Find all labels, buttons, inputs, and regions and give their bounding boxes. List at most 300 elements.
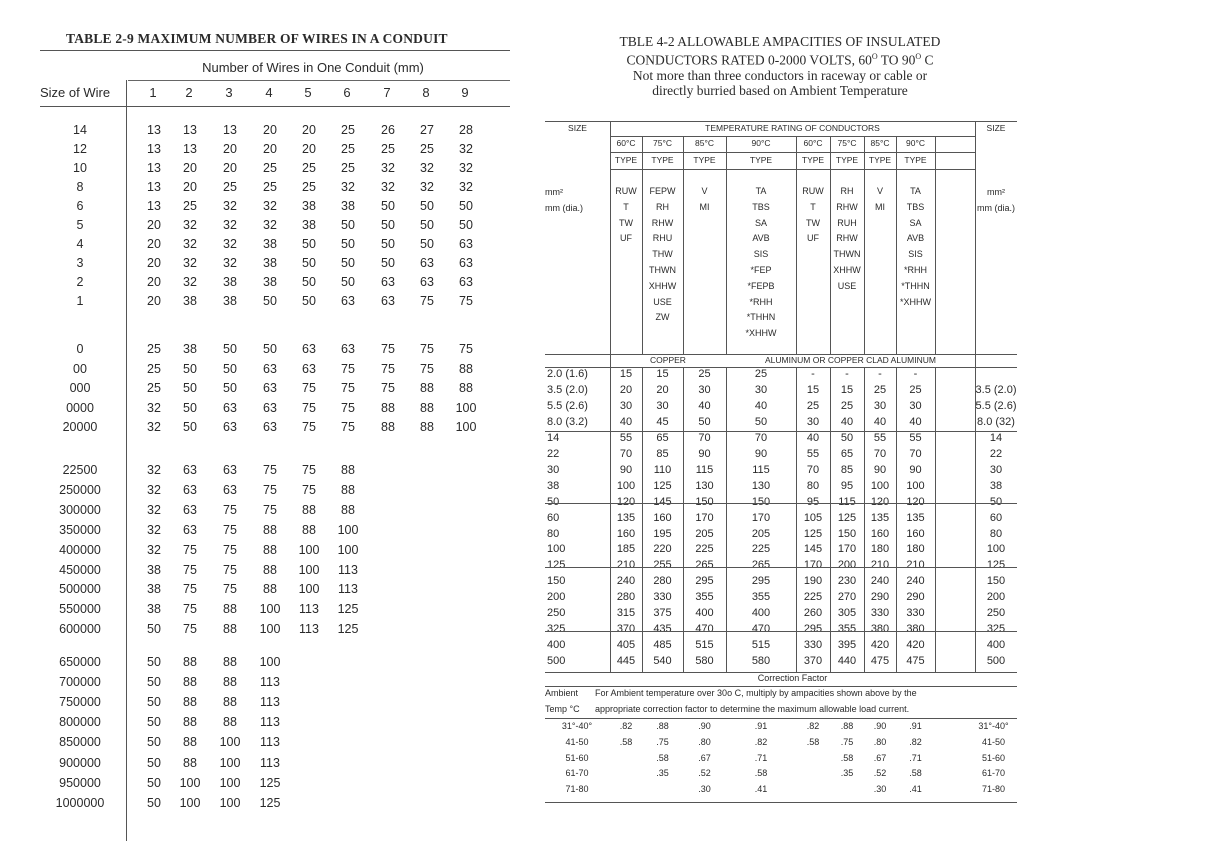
wire-count-cell: 50 <box>147 795 161 810</box>
temperature-header: 75°C <box>653 138 672 148</box>
wire-count-cell: 75 <box>223 562 237 577</box>
correction-factor-cell: .67 <box>698 752 711 763</box>
conductor-size-cell-right: 14 <box>989 431 1003 444</box>
wire-count-cell: 75 <box>302 400 316 415</box>
ambient-range-cell: 51-60 <box>565 752 589 763</box>
wire-count-cell: 50 <box>341 218 355 232</box>
insulation-type: TW <box>619 217 633 228</box>
ampacity-cell: 160 <box>870 527 890 540</box>
ampacity-cell: 295 <box>803 623 823 636</box>
conductor-size-cell-right: 38 <box>989 479 1003 492</box>
wire-count-cell: 100 <box>259 602 281 617</box>
table-4-2-title: TBLE 4-2 ALLOWABLE AMPACITIES OF INSULATED CONDUCTORS RATED 0-2000 VOLTS, $60^O$ TO $90^O$ C <box>619 34 941 68</box>
wire-count-cell: 32 <box>459 161 473 175</box>
wire-count-cell: 32 <box>147 482 161 497</box>
wire-count-cell: 50 <box>263 294 277 308</box>
wire-count-cell: 32 <box>183 256 197 270</box>
ampacity-cell: 135 <box>906 511 925 524</box>
ampacity-cell: 400 <box>751 607 771 620</box>
wire-count-cell: 38 <box>183 342 197 356</box>
ampacity-cell: 190 <box>803 575 823 588</box>
ampacity-cell: 420 <box>906 639 925 652</box>
type-header: TYPE <box>835 155 859 165</box>
ampacity-cell: 295 <box>751 575 771 588</box>
wire-count-cell: 32 <box>147 542 161 557</box>
header-bottom-rule <box>40 106 510 107</box>
wire-count-cell: 75 <box>183 542 197 557</box>
conductor-size-cell-right: 250 <box>986 607 1006 620</box>
wire-count-cell: 75 <box>263 502 277 517</box>
ampacity-cell: 115 <box>752 463 770 476</box>
wire-count-cell: 28 <box>459 123 473 137</box>
wire-count-cell: 125 <box>259 775 281 790</box>
ampacity-cell: 195 <box>653 527 672 540</box>
wire-count-cell: 88 <box>183 755 197 770</box>
wire-count-cell: 20 <box>223 161 237 175</box>
wire-count-cell: 113 <box>299 602 319 617</box>
grid-line <box>864 136 865 354</box>
ampacity-cell: 240 <box>616 575 636 588</box>
wire-count-cell: 100 <box>219 795 241 810</box>
grid-line <box>830 367 831 672</box>
ampacity-cell: 55 <box>806 447 820 460</box>
wire-size-cell: 300000 <box>59 502 101 517</box>
ampacity-cell: 240 <box>906 575 925 588</box>
insulation-type: *XHHW <box>900 296 931 307</box>
insulation-type: THWN <box>833 249 861 260</box>
ampacity-cell: 40 <box>754 399 768 412</box>
wire-count-cell: 32 <box>420 161 434 175</box>
insulation-type: SA <box>754 217 767 228</box>
ampacity-cell: 80 <box>806 479 820 492</box>
ampacity-cell: 120 <box>616 495 636 508</box>
wire-count-cell: 38 <box>183 294 197 308</box>
correction-factor-cell: .80 <box>873 736 887 747</box>
wire-count-cell: 100 <box>179 775 201 790</box>
wire-count-cell: 50 <box>183 400 197 415</box>
wire-count-cell: 88 <box>302 502 316 517</box>
wire-count-cell: 38 <box>147 582 161 597</box>
ampacity-cell: 210 <box>906 559 925 572</box>
ambient-range-cell: 61-70 <box>981 768 1006 779</box>
conductor-size-cell: 8.0 (3.2) <box>547 415 588 428</box>
ampacity-cell: 25 <box>806 399 820 412</box>
correction-label-rule <box>545 686 1017 687</box>
group-rule <box>545 567 1017 568</box>
insulation-type: *FEPB <box>747 280 775 291</box>
size-column-divider <box>126 80 127 841</box>
insulation-type: MI <box>699 201 710 212</box>
wire-count-cell: 20 <box>223 142 237 156</box>
wire-count-cell: 32 <box>459 142 473 156</box>
ampacity-cell: 225 <box>803 591 823 604</box>
insulation-type: TBS <box>906 201 925 212</box>
ampacity-cell: 25 <box>840 399 854 412</box>
grid-line <box>896 367 897 672</box>
wire-count-cell: 20 <box>147 218 161 232</box>
table-2-9-title: TABLE 2-9 MAXIMUM NUMBER OF WIRES IN A CONDUIT <box>66 31 448 46</box>
insulation-type: USE <box>653 296 672 307</box>
wire-count-cell: 50 <box>183 381 197 396</box>
wire-size-cell: 3 <box>76 256 84 270</box>
ampacity-cell: 15 <box>806 383 820 396</box>
wire-count-cell: 75 <box>223 502 237 517</box>
wire-count-cell: 88 <box>223 602 237 617</box>
type-header: TYPE <box>614 155 638 165</box>
ampacity-cell: 110 <box>653 463 672 476</box>
correction-factor-cell: .58 <box>806 736 820 747</box>
ampacity-cell: 100 <box>870 479 890 492</box>
conductor-size-cell-right: 200 <box>986 591 1006 604</box>
correction-factor-cell: .52 <box>698 768 711 779</box>
insulation-type: THWN <box>649 265 676 275</box>
insulation-type: RH <box>656 201 669 212</box>
wire-count-cell: 88 <box>183 735 197 750</box>
column-header-3: 3 <box>225 85 233 100</box>
wire-count-cell: 113 <box>260 735 280 750</box>
ambient-range-cell: 31°-40° <box>978 721 1009 732</box>
insulation-type: *RHH <box>903 265 927 275</box>
grid-line <box>796 136 797 354</box>
ampacity-cell: 70 <box>698 431 711 444</box>
ampacity-cell: 160 <box>906 527 925 540</box>
ampacity-cell: 580 <box>695 655 714 668</box>
ampacity-cell: 395 <box>837 639 857 652</box>
ampacity-cell: 370 <box>616 623 636 636</box>
ampacity-cell: 135 <box>870 511 890 524</box>
wire-count-cell: 88 <box>183 675 197 690</box>
ampacity-cell: 470 <box>695 623 714 636</box>
ampacity-cell: 475 <box>906 655 925 668</box>
wire-count-cell: 88 <box>302 522 316 537</box>
conductor-size-cell-right: 100 <box>986 543 1006 556</box>
insulation-type: *RHH <box>749 296 773 307</box>
conductor-size-cell-right: 30 <box>989 463 1003 476</box>
group-rule <box>545 431 1017 432</box>
ampacity-cell: 40 <box>840 415 854 428</box>
conductor-size-cell-right: 400 <box>986 639 1006 652</box>
temperature-header: 85°C <box>870 138 890 148</box>
insulation-type: *THHN <box>901 280 930 291</box>
ampacity-cell: 230 <box>837 575 857 588</box>
ampacity-cell: 370 <box>803 655 823 668</box>
ampacity-cell: 130 <box>751 479 771 492</box>
correction-factor-cell: .91 <box>754 721 768 732</box>
copper-label: COPPER <box>650 355 686 365</box>
conductor-size-cell: 250 <box>547 607 566 620</box>
type-header: TYPE <box>868 155 892 165</box>
ampacity-cell: 20 <box>619 383 633 396</box>
wire-count-cell: 63 <box>183 522 197 537</box>
wire-count-cell: 38 <box>302 218 316 232</box>
group-rule <box>545 503 1017 504</box>
conductor-size-cell-right: 150 <box>986 575 1006 588</box>
insulation-type: V <box>701 186 708 196</box>
wire-count-cell: 25 <box>341 161 355 175</box>
insulation-type: TW <box>806 217 820 228</box>
wire-count-cell: 25 <box>147 342 161 356</box>
conductor-size-cell: 200 <box>547 591 566 604</box>
wire-count-cell: 63 <box>183 463 197 477</box>
header-top-rule <box>545 121 1017 122</box>
table-2-9 <box>40 28 510 810</box>
ampacity-cell: 240 <box>870 575 890 588</box>
unit-label: mm² <box>987 187 1005 197</box>
grid-line <box>726 367 727 672</box>
ambient-range-cell: 41-50 <box>981 736 1006 747</box>
wire-count-cell: 75 <box>263 482 277 497</box>
wire-size-cell: 2 <box>76 275 84 289</box>
ampacity-cell: 30 <box>806 415 820 428</box>
ampacity-cell: 25 <box>698 368 711 380</box>
wire-size-cell: 550000 <box>59 602 101 617</box>
conductor-size-cell-right: 500 <box>986 655 1006 668</box>
ampacity-cell: 330 <box>803 639 823 652</box>
ampacity-cell: 150 <box>695 495 714 508</box>
column-header-6: 6 <box>343 85 351 100</box>
ampacity-cell: 170 <box>695 511 714 524</box>
ampacity-cell: 185 <box>616 543 636 556</box>
correction-factor-cell: .58 <box>754 768 768 779</box>
wire-count-cell: 38 <box>263 275 277 289</box>
wire-count-cell: 32 <box>223 237 237 251</box>
grid-line <box>896 136 897 354</box>
wire-size-cell: 0000 <box>66 400 94 415</box>
wire-count-cell: 75 <box>183 622 197 637</box>
correction-factor-cell: .75 <box>840 736 854 747</box>
conductor-size-cell: 3.5 (2.0) <box>547 383 588 396</box>
conductor-size-cell-right: 3.5 (2.0) <box>975 383 1017 396</box>
wire-count-cell: 63 <box>381 294 395 308</box>
wire-count-cell: 32 <box>223 256 237 270</box>
conductor-size-cell: 30 <box>547 463 560 476</box>
table-4-2-subtitle: Not more than three conductors in raceway or cable or directly burried based on Ambient Temperature <box>632 67 928 98</box>
wire-count-cell: 63 <box>223 482 237 497</box>
wire-count-cell: 50 <box>381 256 395 270</box>
ampacity-cell: 150 <box>837 527 857 540</box>
wire-count-cell: 32 <box>341 180 355 194</box>
ampacity-cell: 380 <box>870 623 890 636</box>
column-header-9: 9 <box>461 85 469 100</box>
wire-size-cell: 800000 <box>59 715 101 730</box>
wire-count-cell: 75 <box>459 342 473 356</box>
wire-count-cell: 63 <box>223 463 237 477</box>
wire-count-cell: 88 <box>459 381 473 396</box>
wire-count-cell: 100 <box>219 775 241 790</box>
correction-factor-label: Correction Factor <box>757 673 828 684</box>
ampacity-cell: - <box>878 368 882 380</box>
wire-count-cell: 50 <box>302 256 316 270</box>
conductor-size-cell: 150 <box>547 575 566 588</box>
insulation-type: SIS <box>908 249 923 260</box>
wire-count-cell: 38 <box>147 602 161 617</box>
grid-line <box>796 367 797 672</box>
correction-factor-cell: .58 <box>840 752 854 763</box>
ambient-note-rule <box>545 718 1017 719</box>
wire-count-cell: 25 <box>341 123 355 137</box>
wire-count-cell: 27 <box>420 123 434 137</box>
wire-size-cell: 00 <box>73 361 87 376</box>
ambient-note: For Ambient temperature over 30o C, multiply by ampacities shown above by the <box>595 688 917 699</box>
ampacity-cell: 160 <box>616 527 636 540</box>
wire-count-cell: 113 <box>299 622 319 637</box>
ampacity-cell: 85 <box>840 463 854 476</box>
wire-count-cell: 75 <box>341 361 355 376</box>
size-of-wire-header: Size of Wire <box>40 85 111 100</box>
column-header-4: 4 <box>265 85 273 100</box>
wire-count-cell: 63 <box>263 381 277 396</box>
correction-factor-cell: .58 <box>619 736 633 747</box>
aluminum-label: ALUMINUM OR COPPER CLAD ALUMINUM <box>765 355 936 365</box>
wire-count-cell: 63 <box>223 420 237 435</box>
insulation-type: RUH <box>837 217 857 228</box>
grid-line <box>830 136 831 354</box>
ampacity-cell: 30 <box>619 399 633 412</box>
ambient-range-cell: 71-80 <box>565 784 589 795</box>
wire-count-cell: 75 <box>302 420 316 435</box>
conductor-size-cell-right: 5.5 (2.6) <box>975 399 1017 412</box>
ampacity-cell: 355 <box>695 591 714 604</box>
wire-count-cell: 50 <box>302 294 316 308</box>
ampacity-cell: 290 <box>870 591 890 604</box>
ampacity-cell: 65 <box>656 431 669 444</box>
insulation-type: TBS <box>752 201 770 212</box>
span-header-rule <box>128 80 510 81</box>
table-bottom-rule <box>545 802 1017 803</box>
ampacity-cell: 115 <box>838 495 856 508</box>
insulation-type: AVB <box>906 233 925 244</box>
temperature-header: 90°C <box>751 138 771 148</box>
wire-count-cell: 50 <box>147 695 161 710</box>
ampacity-cell: 445 <box>616 655 636 668</box>
ampacity-cell: 65 <box>840 447 854 460</box>
grid-line <box>935 136 936 354</box>
ampacity-cell: 120 <box>906 495 925 508</box>
wire-count-cell: 88 <box>420 381 434 396</box>
wire-count-cell: 75 <box>381 381 395 396</box>
grid-line <box>726 136 727 354</box>
wires-per-conduit-header: Number of Wires in One Conduit (mm) <box>202 60 424 75</box>
correction-factor-cell: .82 <box>909 736 922 747</box>
wire-count-cell: 88 <box>341 463 355 477</box>
temperature-header: 75°C <box>837 138 857 148</box>
conductor-size-cell-right: 80 <box>989 527 1003 540</box>
ampacity-cell: 470 <box>751 623 771 636</box>
ambient-range-cell: 41-50 <box>565 736 589 747</box>
wire-size-cell: 1000000 <box>55 795 105 810</box>
wire-size-cell: 450000 <box>59 562 101 577</box>
wire-count-cell: 63 <box>263 400 277 415</box>
ambient-range-cell: 71-80 <box>981 784 1006 795</box>
wire-count-cell: 20 <box>263 123 277 137</box>
ampacity-cell: 30 <box>909 399 922 412</box>
type-row-rule <box>610 169 975 170</box>
wire-count-cell: 32 <box>147 502 161 517</box>
ampacity-cell: 50 <box>840 431 854 444</box>
insulation-type: RHW <box>651 217 674 228</box>
wire-count-cell: 113 <box>260 675 280 690</box>
wire-count-cell: 63 <box>302 342 316 356</box>
wire-count-cell: 100 <box>259 622 281 637</box>
ampacity-cell: 330 <box>906 607 925 620</box>
wire-count-cell: 25 <box>263 180 277 194</box>
insulation-type: *XHHW <box>745 328 777 339</box>
wire-count-cell: 38 <box>302 199 316 213</box>
correction-factor-cell: .67 <box>873 752 887 763</box>
ampacity-cell: 70 <box>909 447 922 460</box>
ampacity-cell: 115 <box>695 463 714 476</box>
conductor-size-cell: 100 <box>547 543 566 556</box>
wire-count-cell: 20 <box>263 142 277 156</box>
conductor-size-cell: 5.5 (2.6) <box>547 399 588 412</box>
wire-count-cell: 50 <box>341 256 355 270</box>
wire-count-cell: 75 <box>302 381 316 396</box>
grid-line <box>683 367 684 672</box>
ampacity-cell: 225 <box>751 543 771 556</box>
ampacity-cell: 485 <box>653 639 672 652</box>
wire-count-cell: 50 <box>381 218 395 232</box>
ampacity-cell: 105 <box>803 511 823 524</box>
wire-count-cell: 13 <box>183 142 197 156</box>
wire-count-cell: 50 <box>459 218 473 232</box>
ampacity-cell: 130 <box>695 479 714 492</box>
ampacity-cell: 95 <box>840 479 854 492</box>
wire-count-cell: 75 <box>183 582 197 597</box>
conductor-size-cell-right: 325 <box>986 623 1006 636</box>
insulation-type: USE <box>837 280 857 291</box>
ampacity-cell: 475 <box>870 655 890 668</box>
correction-factor-cell: .30 <box>698 784 711 795</box>
wire-count-cell: 20 <box>183 180 197 194</box>
wire-count-cell: 20 <box>302 123 316 137</box>
table-4-2-title-block <box>540 34 1020 98</box>
wire-count-cell: 75 <box>459 294 473 308</box>
wire-count-cell: 88 <box>223 675 237 690</box>
wire-count-cell: 32 <box>420 180 434 194</box>
correction-factor-cell: .82 <box>806 721 820 732</box>
ampacity-cell: 15 <box>840 383 854 396</box>
wire-count-cell: 25 <box>381 142 395 156</box>
ampacity-cell: 160 <box>653 511 672 524</box>
conductor-size-cell: 500 <box>547 655 566 668</box>
ampacity-cell: - <box>845 368 849 380</box>
ampacity-cell: - <box>811 368 815 380</box>
ampacity-cell: 40 <box>873 415 887 428</box>
wire-count-cell: 88 <box>420 420 434 435</box>
wire-count-cell: 75 <box>381 342 395 356</box>
insulation-type: *THHN <box>746 312 776 323</box>
grid-line <box>642 367 643 672</box>
ampacity-cell: 280 <box>653 575 672 588</box>
unit-label: mm (dia.) <box>977 203 1015 213</box>
conductor-size-cell: 80 <box>547 527 560 540</box>
unit-label: mm² <box>545 187 563 197</box>
wire-count-cell: 20 <box>147 294 161 308</box>
wire-count-cell: 75 <box>302 482 316 497</box>
wire-count-cell: 50 <box>183 361 197 376</box>
correction-factor-cell: .71 <box>909 752 922 763</box>
correction-factor-cell: .91 <box>909 721 922 732</box>
conductor-size-cell: 22 <box>547 447 560 460</box>
correction-factor-cell: .88 <box>840 721 854 732</box>
conductor-size-cell-right: 60 <box>989 511 1003 524</box>
wire-count-cell: 50 <box>223 342 237 356</box>
ampacity-cell: 440 <box>837 655 857 668</box>
ampacity-cell: 145 <box>803 543 823 556</box>
conductor-size-cell-right: 125 <box>986 559 1006 572</box>
ampacity-cell: 280 <box>616 591 636 604</box>
ampacity-cell: 355 <box>751 591 771 604</box>
